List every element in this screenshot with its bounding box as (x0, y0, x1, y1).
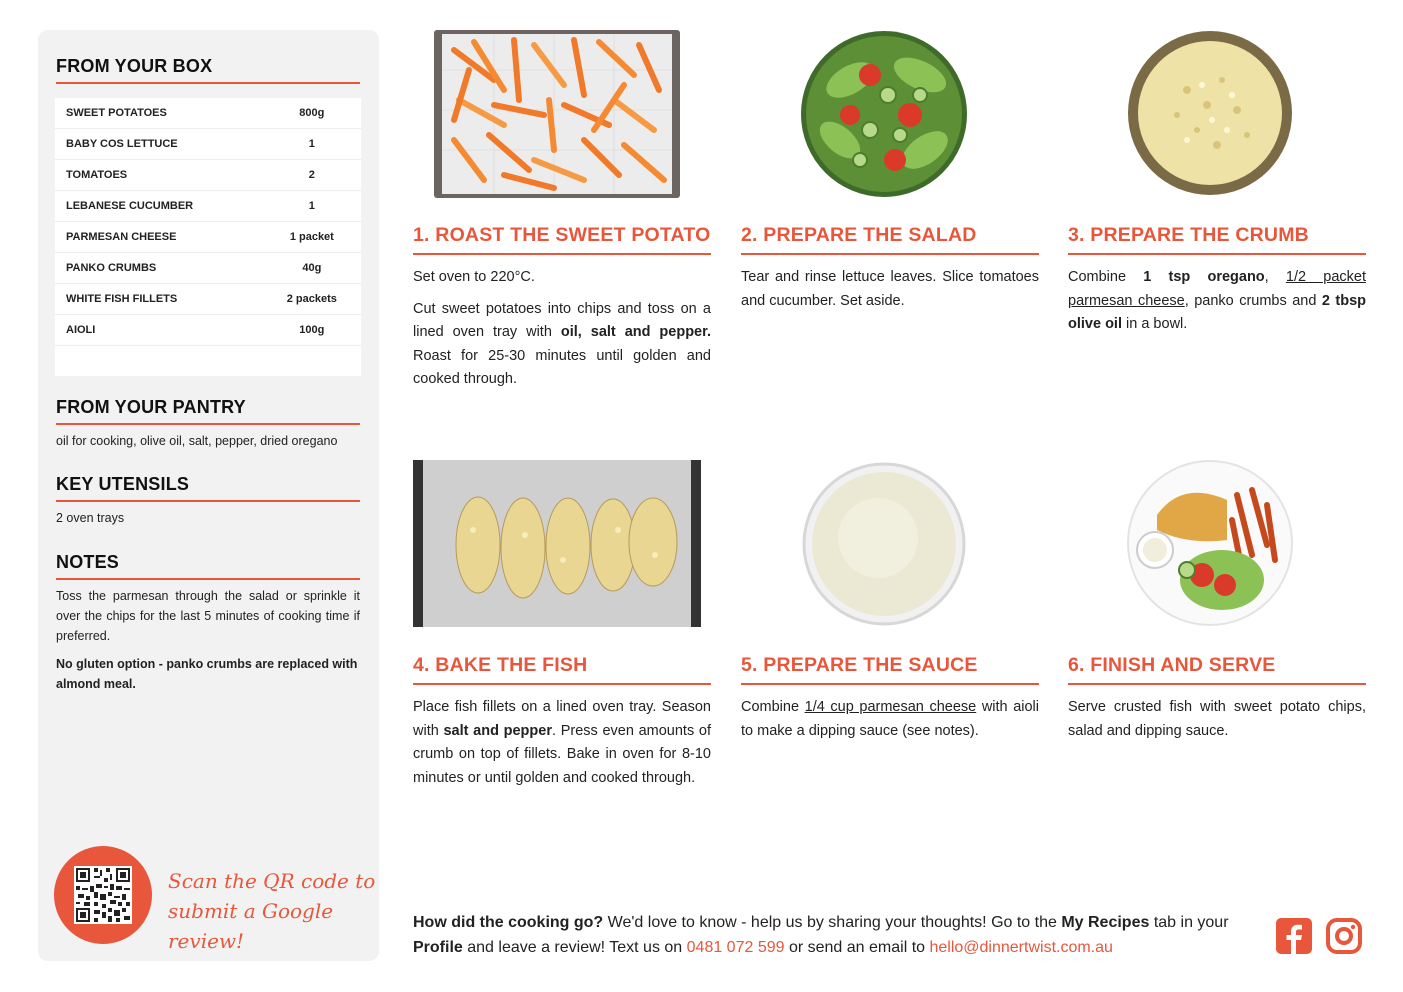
footer-phone-link[interactable]: 0481 072 599 (686, 939, 785, 956)
notes-title: NOTES (56, 552, 120, 572)
step-1-p2 (413, 298, 711, 392)
sweet-potato-tray-photo (434, 30, 680, 203)
step-4-title: 4. BAKE THE FISH (413, 654, 588, 676)
step-3-bold: 1 tsp oregano (1143, 269, 1265, 285)
ingredient-name: SWEET POTATOES (66, 107, 167, 119)
table-padding (55, 346, 361, 376)
ingredient-row (55, 222, 361, 253)
step-4-p1 (413, 696, 711, 790)
step-5-underline: 1/4 cup parmesan cheese (804, 699, 977, 715)
step-2-rule (741, 253, 1039, 255)
instagram-icon[interactable] (1326, 918, 1362, 954)
step-5-text: with aioli to make a dipping sauce (see notes). (741, 699, 1040, 739)
review-footer (413, 910, 1263, 960)
step-1-title: 1. ROAST THE SWEET POTATO (413, 224, 711, 246)
notes-title-rule (56, 578, 360, 580)
footer-text: We'd love to know - help us by sharing your thoughts! Go to the (603, 914, 1062, 931)
qr-call-to-action (168, 866, 379, 956)
ingredient-name: AIOLI (66, 324, 96, 336)
salad-bowl-photo (800, 30, 968, 203)
footer-question: How did the cooking go? (413, 914, 604, 931)
footer-text: or send an email to (784, 939, 930, 956)
ingredient-qty: 2 packets (286, 293, 337, 305)
crumbed-fish-tray-photo (413, 460, 701, 632)
ingredients-table (55, 98, 361, 376)
step-5-body (741, 696, 1039, 751)
box-title-rule (56, 82, 360, 84)
step-4-bold: salt and pepper (443, 722, 552, 739)
footer-text: and leave a review! Text us on (462, 939, 687, 956)
step-2-body (741, 266, 1039, 321)
qr-code-icon[interactable] (74, 866, 132, 924)
ingredient-qty: 2 (308, 169, 315, 181)
utensils-title-rule (56, 500, 360, 502)
step-1-p1: Set oven to 220°C. (413, 269, 535, 285)
step-1-rule (413, 253, 711, 255)
ingredient-name: PARMESAN CHEESE (66, 231, 177, 243)
step-3-underline: 1/2 packet parmesan cheese (1068, 269, 1366, 309)
step-3-rule (1068, 253, 1366, 255)
ingredient-qty: 1 (308, 138, 315, 150)
qr-cta-line2: submit a Google review! (168, 899, 334, 953)
footer-text: tab in your (1149, 914, 1229, 931)
ingredient-name: WHITE FISH FILLETS (66, 293, 178, 305)
ingredient-name: PANKO CRUMBS (66, 262, 157, 274)
ingredient-row (55, 315, 361, 346)
crumb-bowl-photo (1127, 30, 1293, 201)
ingredient-qty: 1 (308, 200, 315, 212)
ingredient-qty: 100g (299, 324, 325, 336)
step-3-bold: 2 tbsp olive oil (1068, 292, 1366, 332)
dipping-sauce-bowl-photo (800, 460, 968, 633)
qr-cta-line1: Scan the QR code to (168, 869, 376, 893)
footer-my-recipes: My Recipes (1061, 914, 1150, 931)
ingredient-row (55, 284, 361, 315)
step-6-rule (1068, 683, 1366, 685)
notes-gluten-option: No gluten option - panko crumbs are replaced with almond meal. (56, 657, 358, 691)
pantry-title-rule (56, 423, 360, 425)
ingredient-qty: 1 packet (289, 231, 334, 243)
pantry-text: oil for cooking, olive oil, salt, pepper, dried oregano (56, 434, 338, 448)
step-1-body (413, 266, 711, 400)
from-your-pantry-title: FROM YOUR PANTRY (56, 397, 246, 417)
step-4-body (413, 696, 711, 798)
step-4-rule (413, 683, 711, 685)
ingredient-qty: 40g (302, 262, 322, 274)
step-2-title: 2. PREPARE THE SALAD (741, 224, 977, 246)
step-5-text: Combine (741, 699, 805, 715)
step-3-text: in a bowl. (1122, 316, 1188, 332)
finished-plate-photo (1127, 460, 1293, 631)
ingredient-name: TOMATOES (66, 169, 128, 181)
sidebar-panel (38, 30, 379, 961)
from-your-box-title: FROM YOUR BOX (56, 56, 213, 76)
ingredient-name: BABY COS LETTUCE (66, 138, 178, 150)
ingredient-row (55, 160, 361, 191)
step-1-text: Roast for 25-30 minutes until golden and cooked through. (413, 347, 711, 387)
ingredient-row (55, 253, 361, 284)
step-5-title: 5. PREPARE THE SAUCE (741, 654, 978, 676)
ingredient-row (55, 98, 361, 129)
notes-text: Toss the parmesan through the salad or sprinkle it over the chips for the last 5 minutes of cooking time if preferred. (56, 589, 360, 643)
ingredient-qty: 800g (299, 107, 325, 119)
step-3-text: , panko crumbs and (1184, 292, 1322, 309)
ingredient-row (55, 191, 361, 222)
footer-profile: Profile (413, 939, 463, 956)
step-1-text: Cut sweet potatoes into chips and toss on a lined oven tray with (413, 300, 711, 340)
step-4-text: Place fish fillets on a lined oven tray. Season with (413, 699, 711, 739)
step-5-rule (741, 683, 1039, 685)
step-6-body (1068, 696, 1366, 751)
step-3-p1 (1068, 266, 1366, 337)
facebook-icon[interactable] (1276, 918, 1312, 954)
step-6-p1: Serve crusted fish with sweet potato chips, salad and dipping sauce. (1068, 699, 1366, 739)
step-4-text: . Press even amounts of crumb on top of fillets. Bake in oven for 8-10 minutes or until golden and cooked through. (413, 722, 711, 786)
footer-email-link[interactable]: hello@dinnertwist.com.au (929, 939, 1113, 956)
utensils-text: 2 oven trays (56, 511, 125, 525)
step-3-text: Combine (1068, 269, 1144, 285)
step-6-title: 6. FINISH AND SERVE (1068, 654, 1276, 676)
qr-badge (54, 846, 152, 944)
step-3-text: , (1264, 269, 1286, 285)
ingredient-row (55, 129, 361, 160)
step-5-p1 (741, 696, 1039, 743)
step-3-body (1068, 266, 1366, 345)
step-2-p1: Tear and rinse lettuce leaves. Slice tomatoes and cucumber. Set aside. (741, 269, 1039, 309)
step-3-title: 3. PREPARE THE CRUMB (1068, 224, 1309, 246)
step-1-bold: oil, salt and pepper. (560, 324, 711, 340)
key-utensils-title: KEY UTENSILS (56, 474, 190, 494)
ingredient-name: LEBANESE CUCUMBER (66, 200, 194, 212)
